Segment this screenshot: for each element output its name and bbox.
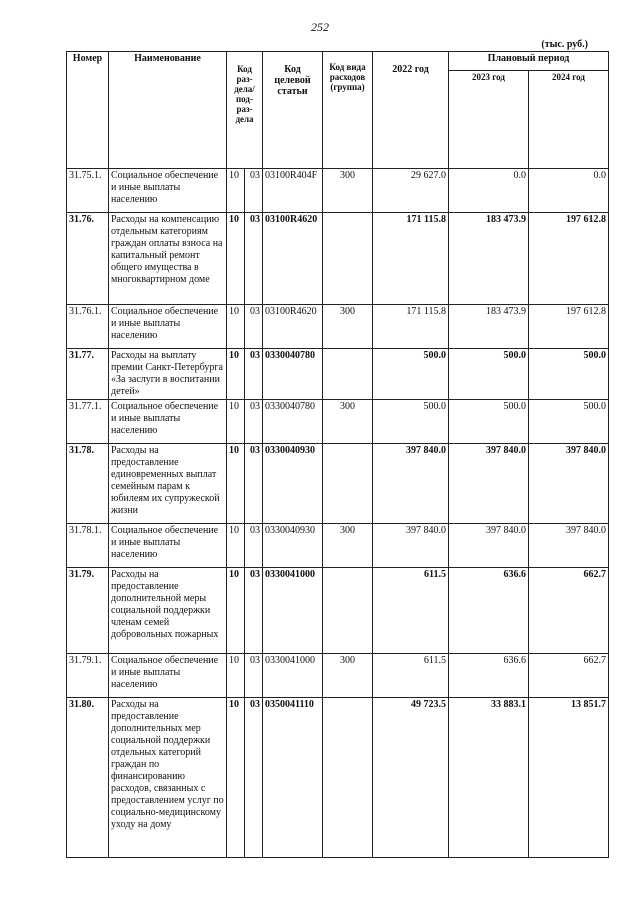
row-name: Социальное обеспечение и иные выплаты населению bbox=[109, 305, 227, 349]
row-name: Социальное обеспечение и иные выплаты населению bbox=[109, 400, 227, 444]
row-csr: 03100R404F bbox=[263, 169, 323, 213]
row-2024: 197 612.8 bbox=[529, 305, 609, 349]
row-2023: 397 840.0 bbox=[449, 524, 529, 568]
row-2024: 500.0 bbox=[529, 349, 609, 400]
row-vr bbox=[323, 698, 373, 858]
row-number: 31.80. bbox=[67, 698, 109, 858]
row-name: Социальное обеспечение и иные выплаты населению bbox=[109, 654, 227, 698]
row-vr: 300 bbox=[323, 654, 373, 698]
row-name: Расходы на предоставление дополнительной меры социальной поддержки членам семей добровольных пожарных bbox=[109, 568, 227, 654]
row-razdel: 10 bbox=[227, 444, 245, 524]
row-2022: 397 840.0 bbox=[373, 444, 449, 524]
row-vr: 300 bbox=[323, 169, 373, 213]
row-csr: 0330041000 bbox=[263, 654, 323, 698]
row-2022: 49 723.5 bbox=[373, 698, 449, 858]
row-2022: 500.0 bbox=[373, 349, 449, 400]
row-2022: 397 840.0 bbox=[373, 524, 449, 568]
row-podrazdel: 03 bbox=[245, 213, 263, 305]
header-2024: 2024 год bbox=[529, 71, 609, 169]
units-label: (тыс. руб.) bbox=[541, 39, 588, 50]
row-razdel: 10 bbox=[227, 305, 245, 349]
row-2023: 183 473.9 bbox=[449, 213, 529, 305]
row-name: Расходы на выплату премии Санкт-Петербурга «За заслуги в воспитании детей» bbox=[109, 349, 227, 400]
row-csr: 0330040780 bbox=[263, 400, 323, 444]
header-vr: Код вида расходов (группа) bbox=[323, 52, 373, 169]
row-2023: 0.0 bbox=[449, 169, 529, 213]
header-csr: Код целевой статьи bbox=[263, 52, 323, 169]
table-row bbox=[67, 568, 609, 654]
row-csr: 0350041110 bbox=[263, 698, 323, 858]
table-row bbox=[67, 169, 609, 213]
row-name: Расходы на компенсацию отдельным категориям граждан оплаты взноса на капитальный ремонт общего имущества в многоквартирном доме bbox=[109, 213, 227, 305]
row-2022: 611.5 bbox=[373, 654, 449, 698]
row-2022: 500.0 bbox=[373, 400, 449, 444]
row-2023: 397 840.0 bbox=[449, 444, 529, 524]
row-number: 31.76. bbox=[67, 213, 109, 305]
table-row bbox=[67, 654, 609, 698]
row-2024: 662.7 bbox=[529, 568, 609, 654]
row-number: 31.77.1. bbox=[67, 400, 109, 444]
row-name: Социальное обеспечение и иные выплаты населению bbox=[109, 169, 227, 213]
header-2023: 2023 год bbox=[449, 71, 529, 169]
row-2024: 397 840.0 bbox=[529, 524, 609, 568]
row-number: 31.76.1. bbox=[67, 305, 109, 349]
row-csr: 03100R4620 bbox=[263, 305, 323, 349]
row-podrazdel: 03 bbox=[245, 654, 263, 698]
header-name: Наименование bbox=[109, 52, 227, 169]
table-row bbox=[67, 444, 609, 524]
row-vr bbox=[323, 444, 373, 524]
row-podrazdel: 03 bbox=[245, 169, 263, 213]
row-2023: 636.6 bbox=[449, 654, 529, 698]
row-razdel: 10 bbox=[227, 400, 245, 444]
row-podrazdel: 03 bbox=[245, 305, 263, 349]
row-number: 31.79.1. bbox=[67, 654, 109, 698]
row-2024: 662.7 bbox=[529, 654, 609, 698]
row-vr: 300 bbox=[323, 305, 373, 349]
row-2023: 183 473.9 bbox=[449, 305, 529, 349]
row-razdel: 10 bbox=[227, 213, 245, 305]
row-razdel: 10 bbox=[227, 698, 245, 858]
row-vr bbox=[323, 349, 373, 400]
row-podrazdel: 03 bbox=[245, 568, 263, 654]
row-podrazdel: 03 bbox=[245, 524, 263, 568]
budget-table bbox=[66, 51, 609, 858]
row-2022: 171 115.8 bbox=[373, 213, 449, 305]
row-name: Расходы на предоставление дополнительных мер социальной поддержки отдельных категорий граждан по финансированию расходов, связанных с предоставлением услуг по социально-медицинскому уходу на дому bbox=[109, 698, 227, 858]
page-number: 252 bbox=[311, 20, 329, 34]
row-vr: 300 bbox=[323, 400, 373, 444]
header-row-1 bbox=[67, 52, 609, 71]
row-2022: 171 115.8 bbox=[373, 305, 449, 349]
row-2024: 397 840.0 bbox=[529, 444, 609, 524]
table-row bbox=[67, 349, 609, 400]
row-csr: 0330040780 bbox=[263, 349, 323, 400]
row-csr: 0330040930 bbox=[263, 524, 323, 568]
row-razdel: 10 bbox=[227, 169, 245, 213]
row-number: 31.75.1. bbox=[67, 169, 109, 213]
row-csr: 0330040930 bbox=[263, 444, 323, 524]
header-2022: 2022 год bbox=[373, 52, 449, 169]
row-number: 31.78.1. bbox=[67, 524, 109, 568]
row-podrazdel: 03 bbox=[245, 349, 263, 400]
row-podrazdel: 03 bbox=[245, 400, 263, 444]
row-2024: 500.0 bbox=[529, 400, 609, 444]
header-plan-period: Плановый период bbox=[449, 52, 609, 71]
row-2023: 500.0 bbox=[449, 349, 529, 400]
row-2023: 636.6 bbox=[449, 568, 529, 654]
table-row bbox=[67, 213, 609, 305]
row-razdel: 10 bbox=[227, 349, 245, 400]
row-vr: 300 bbox=[323, 524, 373, 568]
row-2022: 611.5 bbox=[373, 568, 449, 654]
row-2023: 500.0 bbox=[449, 400, 529, 444]
header-razdel: Код раз-дела/ под-раз-дела bbox=[227, 52, 263, 169]
row-csr: 0330041000 bbox=[263, 568, 323, 654]
row-podrazdel: 03 bbox=[245, 444, 263, 524]
row-2024: 13 851.7 bbox=[529, 698, 609, 858]
row-number: 31.78. bbox=[67, 444, 109, 524]
row-number: 31.77. bbox=[67, 349, 109, 400]
table-row bbox=[67, 524, 609, 568]
row-name: Расходы на предоставление единовременных выплат семейным парам к юбилеям их супружеской жизни bbox=[109, 444, 227, 524]
row-razdel: 10 bbox=[227, 568, 245, 654]
row-2024: 197 612.8 bbox=[529, 213, 609, 305]
table-row bbox=[67, 305, 609, 349]
row-vr bbox=[323, 568, 373, 654]
header-number: Номер bbox=[67, 52, 109, 169]
row-vr bbox=[323, 213, 373, 305]
row-name: Социальное обеспечение и иные выплаты населению bbox=[109, 524, 227, 568]
row-2022: 29 627.0 bbox=[373, 169, 449, 213]
table-row bbox=[67, 400, 609, 444]
row-2024: 0.0 bbox=[529, 169, 609, 213]
row-razdel: 10 bbox=[227, 524, 245, 568]
row-csr: 03100R4620 bbox=[263, 213, 323, 305]
row-podrazdel: 03 bbox=[245, 698, 263, 858]
row-razdel: 10 bbox=[227, 654, 245, 698]
row-number: 31.79. bbox=[67, 568, 109, 654]
table-row bbox=[67, 698, 609, 858]
row-2023: 33 883.1 bbox=[449, 698, 529, 858]
